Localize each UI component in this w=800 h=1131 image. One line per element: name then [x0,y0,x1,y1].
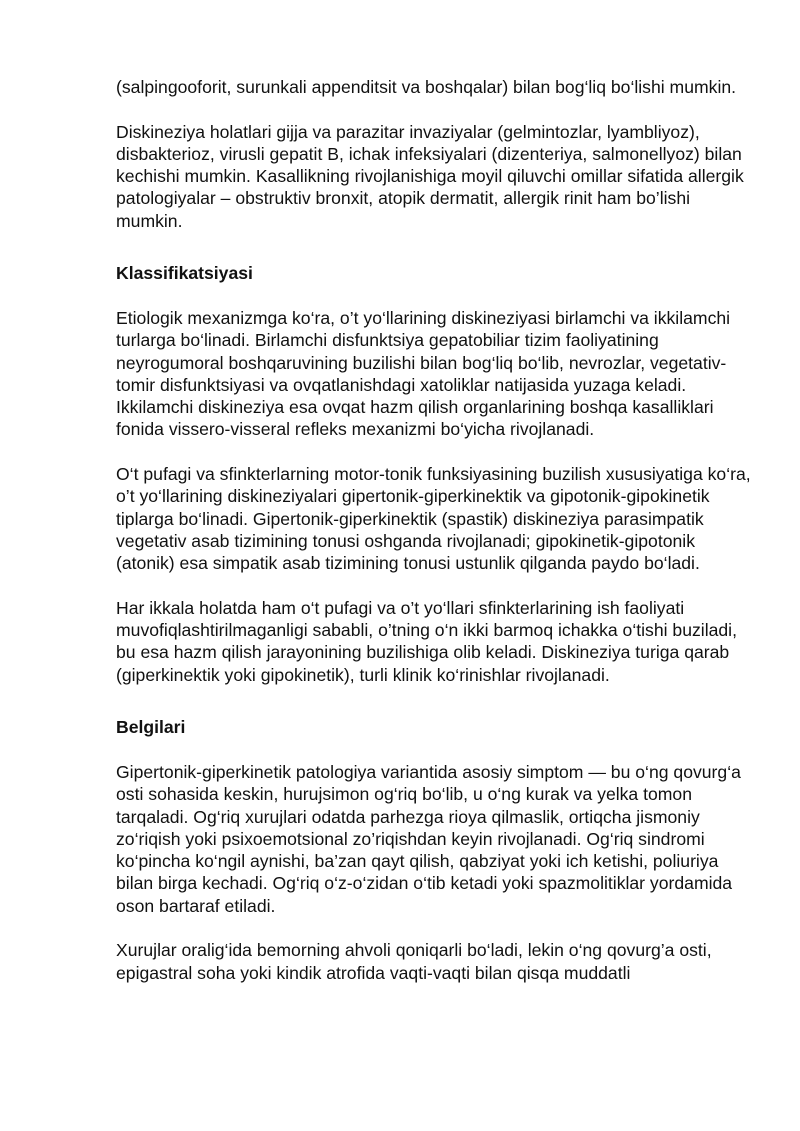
heading-classification: Klassifikatsiyasi [116,263,253,284]
paragraph-classification-2: O‘t pufagi va sfinkterlarning motor-tonik funksiyasining buzilish xususiyatiga ko‘ra, o’t yo‘llarining diskineziyalari gipertonik-giperkinektik va gipotonik-gipokinetik tiplarga bo‘linadi. Gipertonik-giperkinektik (spastik) diskineziya parasimpatik vegetativ asab tizimining tonusi oshganda rivojlanadi; gipokinetik-gipotonik (atonik) esa simpatik asab tizimining tonusi ustunlik qilganda paydo bo‘ladi. [116,464,751,574]
heading-symptoms: Belgilari [116,717,186,738]
paragraph-classification-3: Har ikkala holatda ham o‘t pufagi va o’t yo‘llari sfinkterlarining ish faoliyati muvofiqlashtirilmaganligi sababli, o’tning o‘n ikki barmoq ichakka o‘tishi buziladi, bu esa hazm qilish jarayonining buzilishiga olib keladi. Diskineziya turiga qarab (giperkinektik yoki gipokinetik), turli klinik ko‘rinishlar rivojlanadi. [116,597,737,685]
document-page [116,76,756,1006]
paragraph-classification-1: Etiologik mexanizmga ko‘ra, o’t yo‘llarining diskineziyasi birlamchi va ikkilamchi turlarga bo‘linadi. Birlamchi disfunktsiya gepatobiliar tizim faoliyatining neyrogumoral boshqaruvining buzilishi bilan bog‘liq bo‘lib, nevrozlar, vegetativ-tomir disfunktsiyasi va ovqatlanishdagi xatoliklar natijasida yuzaga keladi. Ikkilamchi diskineziya esa ovqat hazm qilish organlarining boshqa kasalliklari fonida vissero-visseral refleks mexanizmi bo‘yicha rivojlanadi. [116,307,731,440]
paragraph-symptoms-1: Gipertonik-giperkinetik patologiya variantida asosiy simptom — bu o‘ng qovurg‘a osti sohasida keskin, hurujsimon og‘riq bo‘lib, u o‘ng kurak va yelka tomon tarqaladi. Og‘riq xurujlari odatda parhezga rioya qilmaslik, ortiqcha jismoniy zo‘riqish yoki psixoemotsional zo’riqishdan keyin rivojlanadi. Og‘riq sindromi ko‘pincha ko‘ngil aynishi, ba’zan qayt qilish, qabziyat yoki ich ketishi, poliuriya bilan birga kechadi. Og‘riq o‘z-o‘zidan o‘tib ketadi yoki spazmolitiklar yordamida oson bartaraf etiladi. [116,761,741,916]
paragraph-symptoms-2: Xurujlar oralig‘ida bemorning ahvoli qoniqarli bo‘ladi, lekin o‘ng qovurg’a osti, epigastral soha yoki kindik atrofida vaqti-vaqti bilan qisqa muddatli [116,940,712,983]
paragraph-intro-1: (salpingooforit, surunkali appenditsit va boshqalar) bilan bog‘liq bo‘lishi mumkin. [116,77,737,97]
paragraph-intro-2: Diskineziya holatlari gijja va parazitar invaziyalar (gelmintozlar, lyambliyoz), disbakterioz, virusli gepatit B, ichak infeksiyalari (dizenteriya, salmonellyoz) bilan kechishi mumkin. Kasallikning rivojlanishiga moyil qiluvchi omillar sifatida allergik patologiyalar – obstruktiv bronxit, atopik dermatit, allergik rinit ham bo’lishi mumkin. [116,121,744,231]
